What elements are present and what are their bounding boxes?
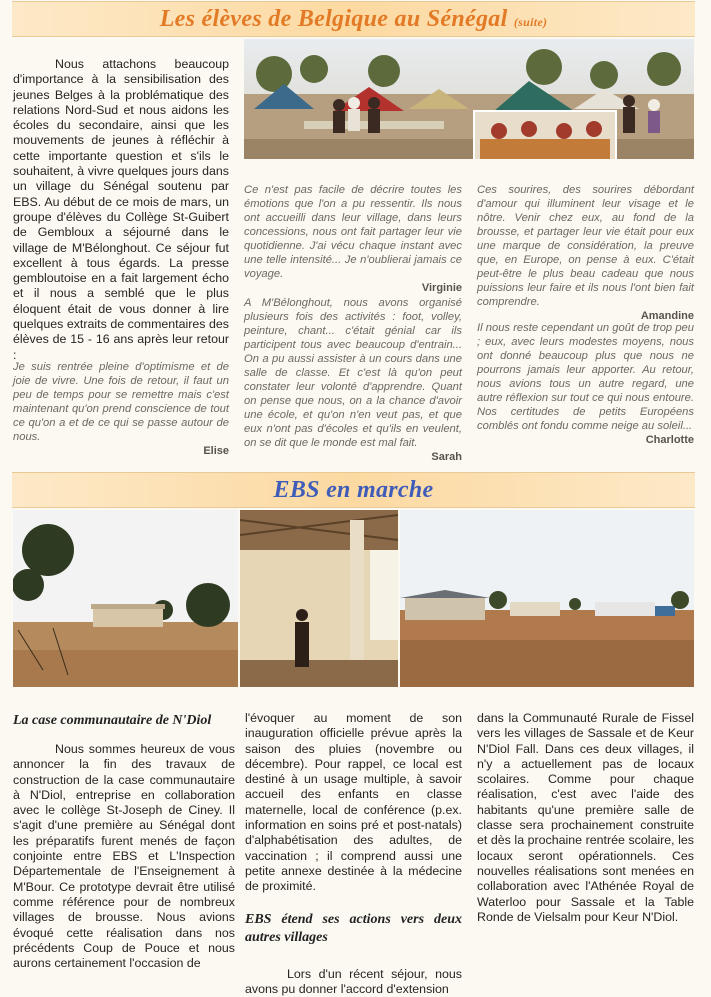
ndiol-article: [13, 712, 235, 971]
title-text: Les élèves de Belgique au Sénégal: [159, 6, 508, 32]
construction-interior-photo: [240, 510, 398, 687]
section-title: [12, 6, 695, 33]
quote-elise: [13, 360, 229, 458]
extension-paragraph: Lors d'un récent séjour, nous avons pu donner l'accord d'extension: [245, 966, 462, 996]
quote-text: Ce n'est pas facile de décrire toutes les émotions que l'on a pu ressentir. Ils nous ont accueilli dans leur village, dans leurs concessions, nous ont fait partager leur vie quotidienne. J'ai vécu chaque instant avec une telle intensité... Je n'oublierai jamais ce voyage.: [244, 184, 462, 280]
subheading-ndiol: La case communautaire de N'Diol: [13, 713, 212, 728]
section-banner-ebs: [12, 472, 695, 508]
quote-author: Amandine: [640, 310, 694, 322]
inauguration-paragraph: l'évoquer au moment de son inauguration officielle prévue après la saison des pluies (novembre ou décembre). Pour rappel, ce local est destiné à un usage multiple, à savoir accueil des enfants en classe maternelle, local de conférence (p.ex. information en soins pré et post-natals) d'alphabétisation des adultes, de vaccination ; il comprend aussi une petite annexe destinée à la médecine de proximité.: [245, 711, 462, 894]
quote-text: A M'Bélonghout, nous avons organisé plusieurs fois des activités : foot, volley, peinture, chant... c'était génial car ils participent tous avec beaucoup d'entrain... On a pu aussi assister à un cours dans une salle de classe. Et c'est là qu'on peut constater leur volonté d'apprendre. Quant on pense que nous, on a la chance d'avoir une école, et qu'on n'en veut pas, et que eux n'ont pas d'écoles et qu'ils en veulent, on se dit que le monde est mal fait.: [244, 297, 462, 449]
intro-paragraph: Nous attachons beaucoup d'importance à la sensibilisation des jeunes Belges à la problématique des relations Nord-Sud et nous aidons les écoles du secondaire, ainsi que les mouvements de jeunes à réfléchir à cette importante question et s'ils le souhaitent, à vivre quelques jours dans un village du Sénégal soutenu par EBS. Au début de ce mois de mars, un groupe d'élèves du Collège St-Guibert de Gembloux a séjourné dans le village de M'Bélonghout. Ce séjour fut excellent à tous égards. La presse gembloutoise en a fait largement écho et il nous a semblé que le plus éloquent était de vous donner à lire quelques extraits de commentaires des élèves de 15 - 16 ans après leur retour :: [13, 57, 229, 362]
quote-virginie: [244, 183, 462, 295]
village-building-photo: [13, 510, 238, 687]
quote-text: Il nous reste cependant un goût de trop peu ; eux, avec leurs modestes moyens, nous ont donné beaucoup plus que nous ne pourrons jamais leur apporter. Au retour, nous avions tous un autre regard, une autre réflexion sur tout ce qui nous entoure. Nos certitudes de petits Européens comblés ont fondu comme neige au soleil...: [477, 322, 694, 432]
quote-charlotte: [477, 321, 694, 447]
quote-author: Virginie: [421, 282, 462, 294]
quote-text: Ces sourires, des sourires débordant d'amour qui illuminent leur visage et le nôtre. Venir chez eux, au fond de la brousse, et partager leur vie était pour eux une marque de considération, la preuve que, en Europe, on pense à eux. C'était peut-être le plus beau cadeau que nous puissions leur faire et ils nous l'ont bien fait comprendre.: [477, 184, 694, 308]
quote-amandine: [477, 183, 694, 323]
quote-text: Je suis rentrée pleine d'optimisme et de joie de vivre. Une fois de retour, il faut un peu de temps pour se remettre mais c'est maintenant qu'on prend conscience de tout ce qu'on a et de ce qui se passe autour de nous.: [13, 361, 229, 443]
quote-sarah: [244, 296, 462, 464]
section-title: EBS en marche: [273, 477, 434, 503]
quote-author: Charlotte: [645, 434, 694, 446]
quote-author: Elise: [203, 445, 229, 457]
ndiol-paragraph: Nous sommes heureux de vous annoncer la fin des travaux de construction de la case communautaire à N'Diol, entreprise en collaboration avec le collège St-Joseph de Ciney. Il s'agit d'une première au Sénégal dont les préparatifs furent menés de façon conjointe entre EBS et L'Inspection Départementale de l'Enseignement à M'Bour. Ce prototype devrait être utilisé comme référence pour de nombreux villages de brousse. Nous avions évoqué cette réalisation dans nos précédents Coup de Pouce et nous aurons certainement l'occasion de: [13, 742, 235, 971]
villages-article: dans la Communauté Rurale de Fissel vers les villages de Sassale et de Keur N'Diol Fall. Dans ces deux villages, il n'y a actuellement pas de locaux scolaires. Comme pour chaque réalisation, c'est avec l'aide des habitants qu'une première salle de classe sera prochainement construite et dès la prochaine rentrée scolaire, les locaux seront opérationnels. Ces nouvelles réalisations sont menées en collaboration avec l'Athénée Royal de Waterloo pour Sassale et la Table Ronde de Vielsalm pour Keur N'Diol.: [477, 711, 694, 924]
title-suite: (suite): [513, 15, 548, 29]
students-camp-photo: [244, 39, 694, 159]
section-banner-senegal: [12, 1, 695, 37]
quote-author: Sarah: [431, 451, 462, 463]
inauguration-article: [245, 711, 462, 997]
village-landscape-photo: [400, 510, 694, 687]
subheading-extension: EBS étend ses actions vers deux autres villages: [245, 911, 462, 945]
